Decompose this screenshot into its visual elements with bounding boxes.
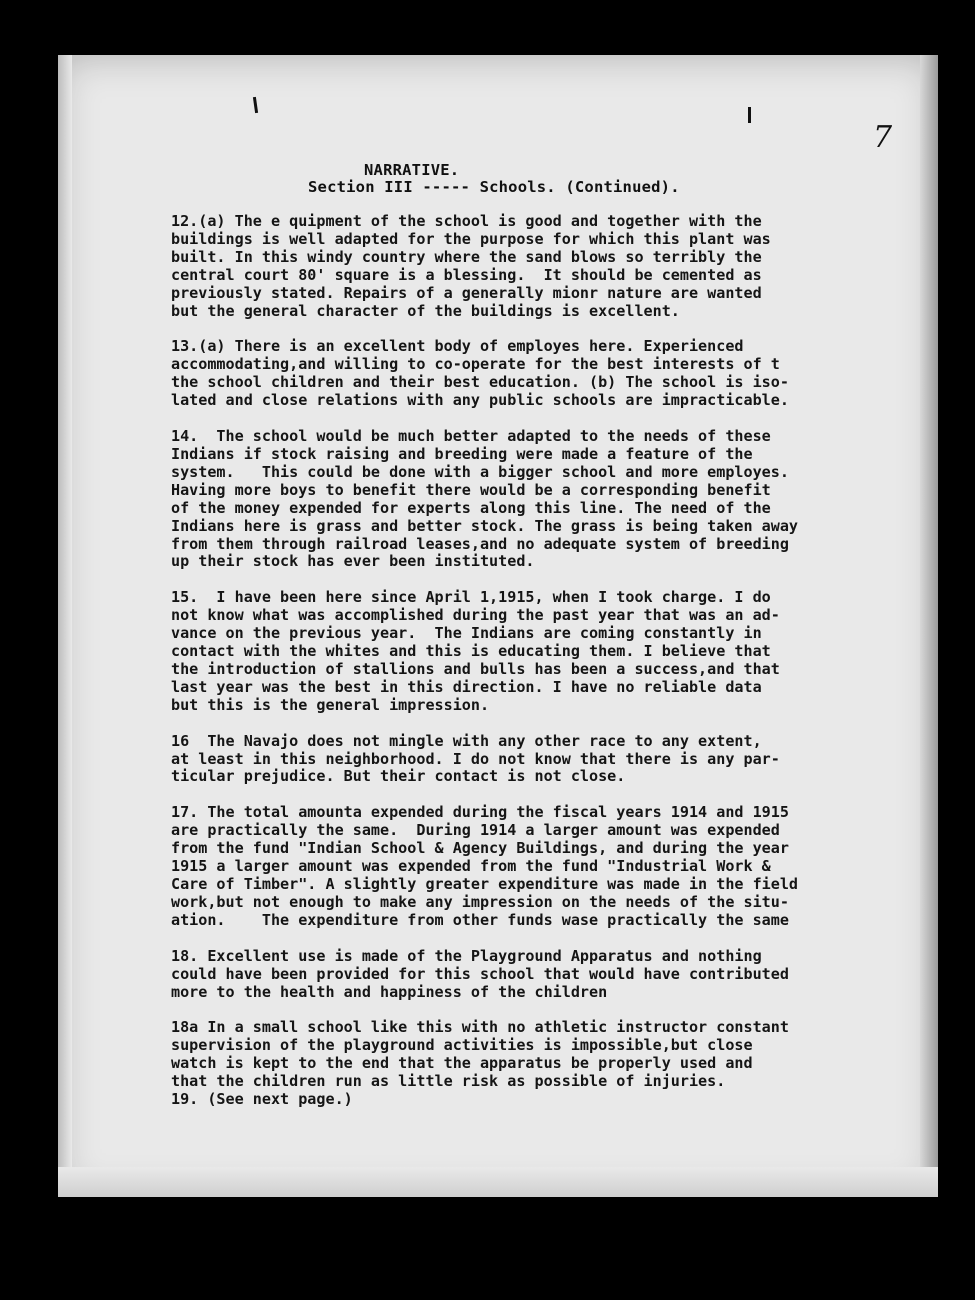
text-line: supervision of the playground activities is impossible,but close	[171, 1036, 753, 1055]
section-subtitle: Section III ----- Schools. (Continued).	[308, 178, 680, 196]
text-line: lated and close relations with any public schools are impracticable.	[171, 391, 789, 410]
text-line: Care of Timber". A slightly greater expenditure was made in the field	[171, 875, 799, 893]
text-line: vance on the previous year. The Indians are coming constantly in	[171, 624, 762, 643]
text-line: of the money expended for experts along this line. The need of the	[171, 498, 771, 517]
text-line: Having more boys to benefit there would be a corresponding benefit	[171, 480, 771, 499]
paragraph-18	[171, 948, 931, 1002]
text-line: built. In this windy country where the sand blows so terribly the	[171, 247, 762, 266]
paragraph-13	[171, 338, 931, 410]
text-line: at least in this neighborhood. I do not know that there is any par-	[171, 749, 780, 768]
text-line: accommodating,and willing to co-operate for the best interests of t	[171, 355, 780, 374]
text-line: Indians here is grass and better stock. The grass is being taken away	[171, 516, 799, 535]
page-edge-left	[58, 55, 72, 1197]
text-line: ation. The expenditure from other funds wase practically the same	[171, 910, 789, 929]
text-line: 14. The school would be much better adapted to the needs of these	[171, 427, 771, 446]
text-line: watch is kept to the end that the apparatus be properly used and	[171, 1054, 753, 1073]
text-line: the introduction of stallions and bulls has been a success,and that	[171, 659, 780, 678]
text-line: more to the health and happiness of the children	[171, 982, 608, 1001]
paragraph-18a	[171, 1019, 931, 1109]
punch-mark	[253, 97, 258, 113]
text-line: are practically the same. During 1914 a larger amount was expended	[171, 821, 780, 840]
text-line: 13.(a) There is an excellent body of employes here. Experienced	[171, 337, 744, 356]
text-line: not know what was accomplished during the past year that was an ad-	[171, 606, 780, 625]
text-line: 1915 a larger amount was expended from the fund "Industrial Work &	[171, 857, 771, 876]
document-page	[58, 55, 938, 1197]
text-line: the school children and their best education. (b) The school is iso-	[171, 373, 789, 392]
document-title: NARRATIVE.	[364, 161, 460, 179]
text-line: from the fund "Indian School & Agency Buildings, and during the year	[171, 839, 789, 858]
text-line: previously stated. Repairs of a generally mionr nature are wanted	[171, 283, 762, 302]
page-number: 7	[873, 120, 893, 155]
text-line: but this is the general impression.	[171, 695, 490, 714]
paragraph-12	[171, 213, 931, 320]
text-line: buildings is well adapted for the purpose for which this plant was	[171, 229, 771, 248]
page-bottom-shade	[58, 1167, 938, 1197]
text-line: last year was the best in this direction. I have no reliable data	[171, 677, 762, 696]
text-line: 18a In a small school like this with no athletic instructor constant	[171, 1018, 789, 1037]
paragraph-14	[171, 428, 931, 571]
text-line: Indians if stock raising and breeding were made a feature of the	[171, 444, 753, 463]
punch-mark	[748, 107, 751, 123]
text-line: 19. (See next page.)	[171, 1090, 353, 1109]
text-line: 12.(a) The e quipment of the school is good and together with the	[171, 212, 762, 230]
text-line: ticular prejudice. But their contact is not close.	[171, 767, 626, 786]
paragraph-15	[171, 589, 931, 714]
text-line: central court 80' square is a blessing. It should be cemented as	[171, 265, 762, 284]
paragraph-16	[171, 733, 931, 787]
text-line: could have been provided for this school that would have contributed	[171, 964, 789, 983]
text-line: 16 The Navajo does not mingle with any other race to any extent,	[171, 731, 762, 750]
text-line: 18. Excellent use is made of the Playground Apparatus and nothing	[171, 946, 762, 965]
text-line: 17. The total amounta expended during the fiscal years 1914 and 1915	[171, 803, 789, 822]
text-line: system. This could be done with a bigger school and more employes.	[171, 462, 789, 481]
text-line: but the general character of the buildings is excellent.	[171, 301, 680, 320]
paragraph-17	[171, 804, 931, 929]
text-line: work,but not enough to make any impression on the needs of the situ-	[171, 892, 789, 911]
text-line: contact with the whites and this is educating them. I believe that	[171, 642, 771, 661]
text-line: that the children run as little risk as possible of injuries.	[171, 1072, 726, 1091]
document-body	[171, 213, 931, 1109]
text-line: up their stock has ever been instituted.	[171, 552, 535, 571]
text-line: 15. I have been here since April 1,1915, when I took charge. I do	[171, 588, 771, 607]
text-line: from them through railroad leases,and no adequate system of breeding	[171, 534, 789, 553]
